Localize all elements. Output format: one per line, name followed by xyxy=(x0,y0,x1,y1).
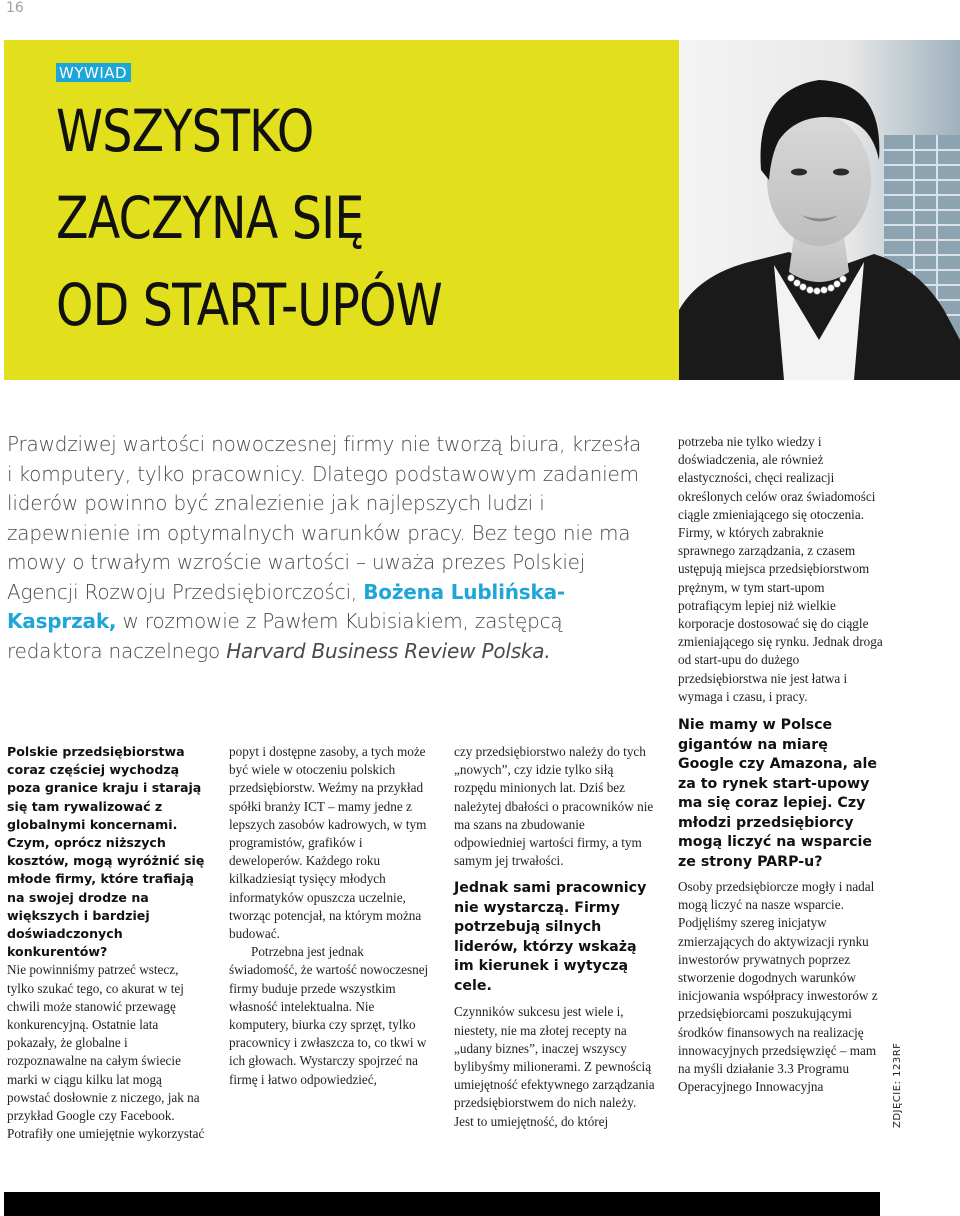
photo-credit: ZDJĘCIE: 123RF xyxy=(892,1042,903,1128)
col3-paragraph-2: Czynników sukcesu jest wiele i, niestety, nie ma złotej recepty na „udany biznes”, inaczej wszyscy bylibyśmy milionerami. Z pewnością umiejętność efektywnego zarządzania przedsiębiorstwem do nich należy. Jest to umiejętność, do której xyxy=(454,1004,655,1129)
headline-line-1: WSZYSTKO xyxy=(56,97,314,165)
publication-name: Harvard Business Review Polska. xyxy=(226,638,551,663)
col2-paragraph-2: Potrzebna jest jednak świadomość, że wartość nowoczesnej firmy buduje przede wszystkim własność intelektualna. Nie komputery, biurka czy sprzęt, tylko pracownicy i zwłaszcza to, co tkwi w ich głowach. Wystarczy spojrzeć na firmę i łatwo odpowiedzieć, xyxy=(229,944,429,1087)
question-3: Nie mamy w Polsce gigantów na miarę Google czy Amazona, ale za to rynek start-upowy ma się coraz lepiej. Czy młodzi przedsiębiorcy mogą liczyć na wsparcie ze strony PARP-u? xyxy=(678,717,877,870)
portrait-image xyxy=(679,40,960,380)
interviewee-name: Bożena Lublińska-Kasprzak, xyxy=(7,579,565,633)
column-1 xyxy=(7,743,207,1143)
col4-paragraph-2: Osoby przedsiębiorcze mogły i nadal mogą liczyć na nasze wsparcie. Podjęliśmy szereg inicjatyw zmierzających do aktywizacji rynku inwestorów prywatnych poprzez stworzenie dogodnych warunków inicjowania współpracy inwestorów z przedsiębiorcami poszukującymi środków finansowych na realizację innowacyjnych przedsięwzięć – mam na myśli działanie 3.3 Programu Operacyjnego Innowacyjna xyxy=(678,879,878,1095)
bottom-bar xyxy=(4,1192,880,1216)
page-number: 16 xyxy=(6,0,24,16)
col2-paragraph-1: popyt i dostępne zasoby, a tych może być wiele w otoczeniu polskich przedsiębiorstw. Weźmy na przykład spółki branży ICT – mamy jedne z lepszych zasobów kadrowych, w tym programistów, grafików i deweloperów. Każdego roku kilkadziesiąt tysięcy młodych informatyków opuszcza uczelnie, tworząc potencjał, na którym można budować. xyxy=(229,744,427,942)
question-1: Polskie przedsiębiorstwa coraz częściej wychodzą poza granice kraju i starają się tam rywalizować z globalnymi koncernami. Czym, oprócz niższych kosztów, mogą wyróżnić się młode firmy, które trafiają na swojej drodze na większych i bardziej doświadczonych konkurentów? xyxy=(7,744,205,960)
column-4 xyxy=(678,433,883,1096)
col3-paragraph-1: czy przedsiębiorstwo należy do tych „nowych”, czy idzie tylko siłą rozpędu minionych lat. Dziś bez należytej dbałości o pracowników nie ma szans na zbudowanie odpowiedniej wartości firmy, a tym samym jej trwałości. xyxy=(454,744,654,869)
col4-paragraph-1: potrzeba nie tylko wiedzy i doświadczenia, ale również elastyczności, chęci realizacji określonych celów oraz świadomości ciągle zmieniającego się otoczenia. Firmy, w których zabraknie sprawnego zarządzania, z czasem ustępują miejsca przedsiębiorstwom prężnym, w tym start-upom potrafiącym lepiej niż wielkie korporacje dostosować się do ciągle zmieniającego się rynku. Jednak droga od start-upu do dużego przedsiębiorstwa nie jest łatwa i wymaga i czasu, i pracy. xyxy=(678,434,883,704)
column-2 xyxy=(229,743,434,1089)
section-tag: WYWIAD xyxy=(56,63,131,82)
hero-banner xyxy=(4,40,679,380)
column-3 xyxy=(454,743,659,1131)
headline-line-3: OD START-UPÓW xyxy=(56,271,442,339)
lead-text-1: Prawdziwej wartości nowoczesnej firmy nie tworzą biura, krzesła i komputery, tylko pracownicy. Dlatego podstawowym zadaniem liderów powinno być znalezienie jak najlepszych ludzi i zapewnienie im optymalnych warunków pracy. Bez tego nie ma mowy o trwałym wzroście wartości – uważa prezes Polskiej Agencji Rozwoju Przedsiębiorczości, xyxy=(7,432,642,604)
article-lead xyxy=(7,430,647,666)
answer-1: Nie powinniśmy patrzeć wstecz, tylko szukać tego, co akurat w tej chwili może stanowić przewagę konkurencyjną. Ostatnie lata pokazały, że globalne i rozpoznawalne na całym świecie marki w ciągu kilku lat mogą powstać dosłownie z niczego, jak na przykład Google czy Facebook. Potrafiły one umiejętnie wykorzystać xyxy=(7,962,205,1142)
headline xyxy=(56,88,556,349)
question-2: Jednak sami pracownicy nie wystarczą. Firmy potrzebują silnych liderów, którzy wskażą im kierunek i wytyczą cele. xyxy=(454,880,647,994)
headline-line-2: ZACZYNA SIĘ xyxy=(56,184,364,252)
lead-text-2: w rozmowie z Pawłem Kubisiakiem, zastępcą redaktora naczelnego xyxy=(7,609,563,663)
portrait-photo xyxy=(679,40,960,380)
